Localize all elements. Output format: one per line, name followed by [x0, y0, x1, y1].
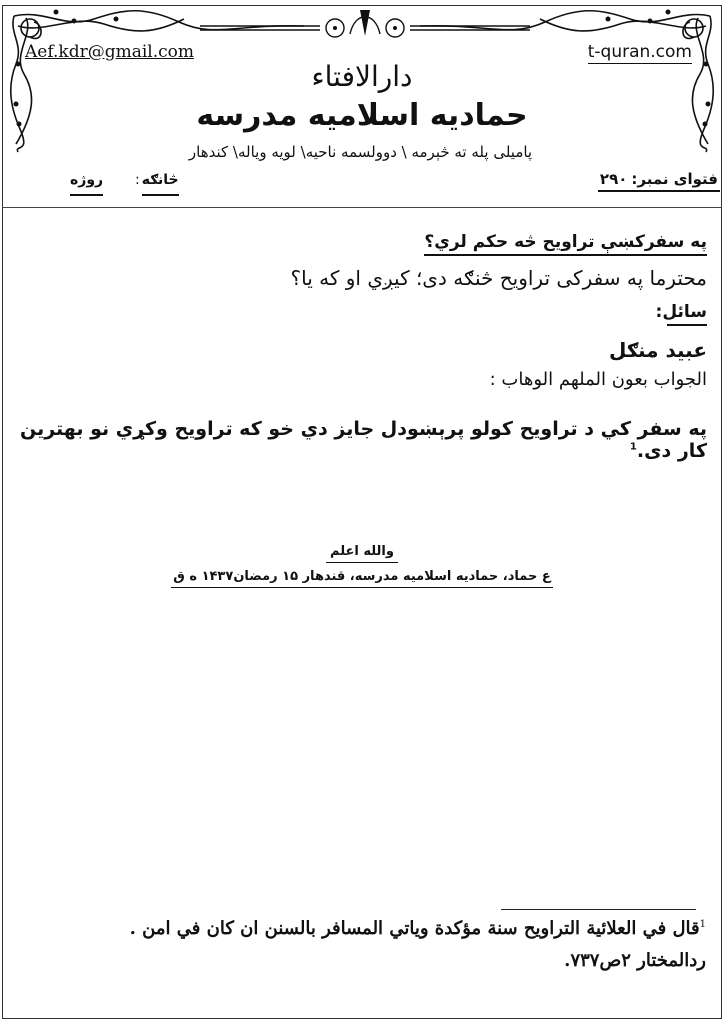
- asker-label: سائل:: [667, 302, 707, 326]
- fatwa-number: [598, 170, 720, 192]
- question-title: په سفرکښې تراویح څه حکم لري؟: [424, 232, 707, 256]
- footnote-text-1: قال في العلائية التراويح سنة مؤكدة وياتي المسافر بالسنن ان كان في امن .: [129, 918, 700, 939]
- header-divider: [2, 207, 722, 208]
- institution-title: حمادیه اسلامیه مدرسه: [196, 98, 528, 133]
- question-text: محترما په سفرکی تراویح څنګه دی؛ کیږي او که یا؟: [290, 266, 707, 290]
- fatwa-number-value: ۲۹۰: [599, 170, 628, 188]
- footnote-reference[interactable]: 1: [629, 441, 637, 453]
- section-colon: :: [135, 172, 140, 188]
- institution-subtitle: دارالافتاء: [311, 60, 413, 93]
- signature-text: ع حماد، حمادیه اسلامیه مدرسه، قندهار ۱۵ رمضان۱۴۳۷ ه ق: [171, 569, 553, 588]
- answer-paragraph: [0, 418, 707, 462]
- institution-address: پامیلی پله ته څېرمه \ دوولسمه ناحیه\ لویه ویاله\ کندهار: [188, 143, 533, 161]
- asker-name: عبید منګل: [609, 338, 707, 362]
- footnote-line-1: [130, 918, 706, 939]
- closing-phrase-text: والله اعلم: [326, 544, 398, 563]
- section-value: روژه: [70, 172, 103, 196]
- website-link[interactable]: t-quran.com: [587, 42, 692, 62]
- contact-email-link[interactable]: Aef.kdr@gmail.com: [25, 42, 195, 62]
- answer-text: په سفر کي د تراویح کولو پرېښودل جایز دي خو که تراویح وکړي نو بهترین کار دی.: [20, 418, 707, 462]
- signature-line: [0, 569, 724, 584]
- footnote-line-2: ردالمختار ۲ص۷۳۷.: [564, 950, 706, 971]
- answer-intro: الجواب بعون الملهم الوهاب :: [489, 369, 707, 390]
- closing-phrase: [0, 544, 724, 559]
- section-label: څانګه: [142, 172, 179, 196]
- footnote-divider: [501, 909, 696, 910]
- footnote-marker: 1: [699, 919, 706, 930]
- fatwa-number-label: فتوای نمبر:: [631, 170, 718, 188]
- section-field: [135, 172, 179, 188]
